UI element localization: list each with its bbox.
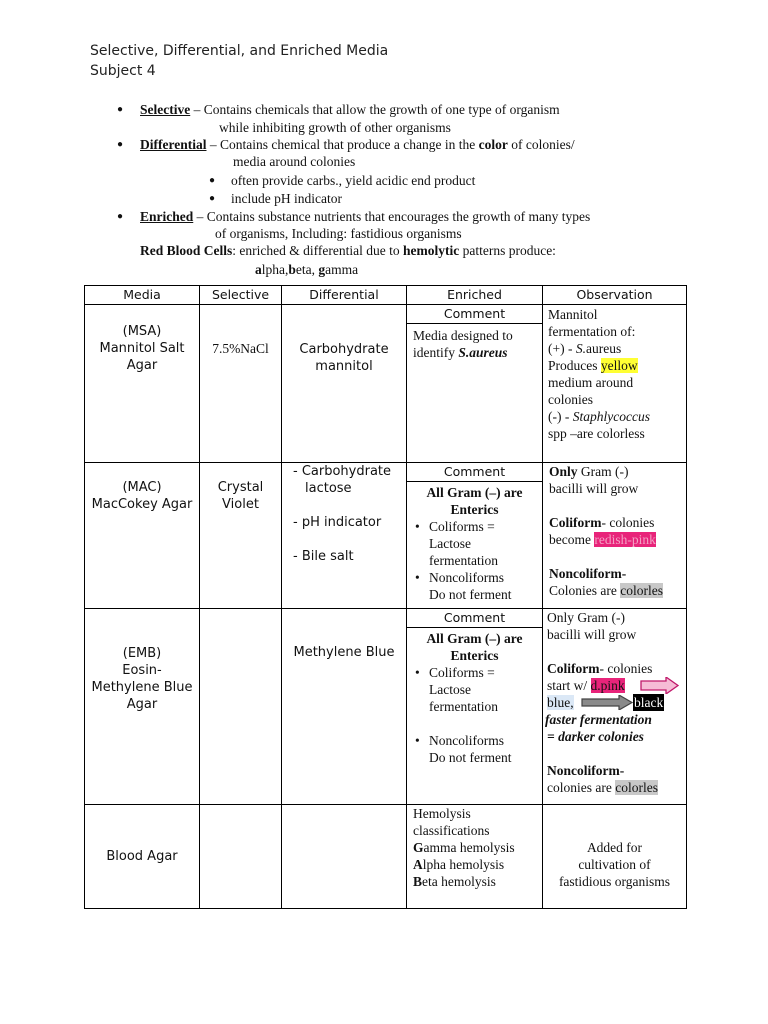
hemolysis-types-line: [255, 261, 358, 278]
mac-media-cell: [85, 463, 200, 609]
gamma-rest: amma: [325, 262, 359, 277]
mac-obs-3b: - colonies: [601, 515, 655, 530]
msa-comment-label: Comment: [407, 305, 542, 324]
selective-line-2: while inhibiting growth of other organisms: [219, 120, 451, 135]
selective-text: – Contains chemicals that allow the growth of one type of organism: [190, 102, 560, 117]
blood-gamma-rest: amma hemolysis: [423, 840, 515, 855]
emb-gray-highlight: colorles: [615, 780, 658, 795]
msa-obs-7: [548, 408, 686, 425]
emb-blue-highlight: blue,: [547, 695, 574, 710]
emb-name-3: Agar: [126, 697, 158, 712]
mac-selective-2: Violet: [222, 497, 259, 512]
rbc-hemolytic: hemolytic: [402, 243, 460, 258]
alpha-initial: a: [255, 262, 262, 277]
selective-line-1: [140, 101, 560, 118]
bullet-icon: ●: [117, 104, 124, 115]
emb-obs-9a: colonies are: [547, 780, 616, 795]
header-observation: Observation: [543, 286, 687, 305]
mac-abbr: (MAC): [122, 480, 162, 495]
emb-enriched-bullet-1: [429, 664, 542, 715]
mac-obs-3: [549, 514, 686, 531]
blood-alpha-initial: A: [413, 857, 423, 872]
differential-line-2: media around colonies: [233, 154, 356, 169]
differential-text-end: of colonies/: [507, 137, 575, 152]
mac-obs-5: Noncoliform-: [549, 566, 627, 581]
mac-enriched-b1-1: • Coliforms =: [429, 519, 495, 534]
mac-diff-3: - pH indicator: [293, 515, 382, 530]
emb-name-2: Methylene Blue: [91, 680, 193, 695]
msa-obs-5: medium around: [548, 375, 634, 390]
msa-obs-2: fermentation of:: [548, 324, 636, 339]
alpha-rest: lpha,: [261, 262, 289, 277]
emb-obs-2: bacilli will grow: [547, 627, 637, 642]
msa-diff-2: mannitol: [315, 359, 373, 374]
emb-obs-7: = darker colonies: [547, 729, 644, 744]
msa-obs-3: [548, 340, 686, 357]
differential-sub-2: include pH indicator: [231, 191, 342, 206]
msa-enriched-2: [413, 344, 542, 361]
emb-comment-label: Comment: [407, 609, 542, 628]
mac-enriched-b1-2: Lactose: [429, 536, 471, 551]
msa-observation-cell: [543, 305, 687, 463]
blood-selective-cell: [200, 805, 282, 909]
mac-enriched-b2-1: • Noncoliforms: [429, 570, 504, 585]
blood-gamma: [413, 839, 542, 856]
emb-enriched-b1-2: Lactose: [429, 682, 471, 697]
emb-diff: Methylene Blue: [293, 645, 395, 660]
msa-obs-8: spp –are colorless: [548, 426, 645, 441]
msa-obs-4: [548, 357, 686, 374]
emb-enriched-bullet-2: [429, 732, 542, 766]
msa-obs-7a: (-) -: [548, 409, 573, 424]
emb-name-1: Eosin-: [122, 663, 162, 678]
beta-initial: b: [288, 262, 296, 277]
emb-abbr: (EMB): [122, 646, 162, 661]
emb-enriched-head-2: Enterics: [450, 648, 499, 663]
table-row-emb: [85, 609, 687, 805]
header-selective: Selective: [200, 286, 282, 305]
enriched-term: Enriched: [140, 209, 194, 224]
emb-enriched-cell: [407, 609, 543, 805]
emb-observation-cell: [543, 609, 687, 805]
msa-selective: 7.5%NaCl: [212, 341, 269, 356]
bullet-icon: ●: [209, 175, 216, 186]
msa-name-2: Agar: [126, 358, 158, 373]
bullet-icon: ●: [117, 211, 124, 222]
blood-beta-initial: B: [413, 874, 423, 889]
mac-obs-1a: Only: [549, 464, 578, 479]
mac-diff-2: lactose: [305, 481, 352, 496]
selective-term: Selective: [140, 102, 191, 117]
msa-obs-4a: Produces: [548, 358, 601, 373]
rbc-text: : enriched & differential due to: [232, 243, 403, 258]
emb-pink-highlight: d.pink: [590, 678, 625, 693]
mac-selective-cell: [200, 463, 282, 609]
msa-enriched-1: Media designed to: [413, 328, 513, 343]
msa-abbr: (MSA): [122, 324, 162, 339]
gray-arrow-icon: [581, 695, 633, 710]
mac-obs-4: [549, 531, 686, 548]
rbc-text-end: patterns produce:: [459, 243, 556, 258]
blood-observation-cell: [543, 805, 687, 909]
blood-differential-cell: [282, 805, 407, 909]
blood-enriched-1: Hemolysis: [413, 806, 471, 821]
mac-observation-cell: [543, 463, 687, 609]
header-differential: Differential: [282, 286, 407, 305]
bullet-icon: ●: [209, 193, 216, 204]
enriched-line-1: [140, 208, 590, 225]
msa-differential-cell: [282, 305, 407, 463]
blood-alpha: [413, 856, 542, 873]
table-header-row: [85, 286, 687, 305]
emb-selective-cell: [200, 609, 282, 805]
header-media: Media: [85, 286, 200, 305]
mac-obs-6a: Colonies are: [549, 583, 621, 598]
mac-enriched-cell: [407, 463, 543, 609]
blood-media-cell: [85, 805, 200, 909]
document-title: Selective, Differential, and Enriched Media: [90, 43, 389, 59]
blood-obs-1: Added for: [586, 840, 643, 855]
emb-enriched-b2-2: Do not ferment: [429, 750, 512, 765]
blood-obs-2: cultivation of: [578, 857, 651, 872]
blood-alpha-rest: lpha hemolysis: [422, 857, 505, 872]
rbc-term: Red Blood Cells: [140, 243, 233, 258]
mac-comment-label: Comment: [407, 463, 542, 482]
blood-beta: [413, 873, 542, 890]
enriched-text: – Contains substance nutrients that encourages the growth of many types: [193, 209, 591, 224]
mac-enriched-bullet-2: [429, 569, 542, 603]
enriched-line-2: of organisms, Including: fastidious organisms: [215, 226, 462, 241]
msa-obs-1: Mannitol: [548, 307, 598, 322]
emb-enriched-b2-1: • Noncoliforms: [429, 733, 504, 748]
table-row-blood-agar: [85, 805, 687, 909]
msa-enriched-cell: [407, 305, 543, 463]
mac-obs-1b: Gram (-): [577, 464, 629, 479]
emb-enriched-b1-1: • Coliforms =: [429, 665, 495, 680]
blood-beta-rest: eta hemolysis: [422, 874, 496, 889]
msa-organism: S.aureus: [458, 345, 508, 360]
msa-selective-cell: [200, 305, 282, 463]
msa-media-cell: [85, 305, 200, 463]
mac-enriched-b1-3: fermentation: [429, 553, 498, 568]
mac-obs-1: [549, 463, 686, 480]
msa-obs-3c: aureus: [585, 341, 622, 356]
differential-term: Differential: [140, 137, 207, 152]
emb-media-cell: [85, 609, 200, 805]
mac-name: MacCokey Agar: [91, 497, 193, 512]
differential-color-word: color: [478, 137, 508, 152]
rbc-line: [140, 242, 556, 259]
emb-obs-8: Noncoliform-: [547, 763, 625, 778]
emb-obs-9: [547, 779, 686, 796]
bullet-icon: ●: [117, 139, 124, 150]
emb-obs-5: [547, 694, 686, 711]
mac-obs-3a: Coliform: [549, 515, 602, 530]
emb-obs-6: faster fermentation: [545, 712, 652, 727]
emb-obs-3b: - colonies: [599, 661, 653, 676]
mac-pink-highlight: redish-pink: [594, 532, 656, 547]
msa-obs-3a: (+) -: [548, 341, 576, 356]
mac-enriched-b2-2: Do not ferment: [429, 587, 512, 602]
mac-selective-1: Crystal: [217, 480, 264, 495]
msa-name-1: Mannitol Salt: [99, 341, 185, 356]
emb-obs-4: [547, 677, 686, 694]
mac-diff-1: - Carbohydrate: [293, 464, 392, 479]
mac-enriched-bullet-1: [429, 518, 542, 569]
msa-obs-3b: S.: [575, 341, 586, 356]
table-row-msa: [85, 305, 687, 463]
msa-enriched-2a: identify: [413, 345, 459, 360]
blood-enriched-2: classifications: [413, 823, 490, 838]
emb-enriched-head-1: All Gram (–) are: [426, 631, 523, 646]
gamma-initial: g: [318, 262, 326, 277]
mac-diff-4: - Bile salt: [293, 549, 354, 564]
media-table: [84, 285, 687, 909]
emb-obs-1: Only Gram (-): [547, 610, 625, 625]
blood-media: Blood Agar: [106, 849, 178, 864]
differential-sub-1: often provide carbs., yield acidic end product: [231, 173, 476, 188]
mac-obs-2: bacilli will grow: [549, 481, 639, 496]
emb-differential-cell: [282, 609, 407, 805]
mac-gray-highlight: colorles: [620, 583, 663, 598]
msa-yellow-highlight: yellow: [600, 358, 638, 373]
mac-obs-6: [549, 582, 686, 599]
blood-gamma-initial: G: [413, 840, 424, 855]
mac-differential-cell: [282, 463, 407, 609]
blood-enriched-cell: [407, 805, 543, 909]
beta-rest: eta,: [295, 262, 319, 277]
emb-obs-3a: Coliform: [547, 661, 600, 676]
differential-text: – Contains chemical that produce a change in the: [206, 137, 479, 152]
differential-line-1: [140, 136, 575, 153]
emb-black-highlight: black: [634, 695, 664, 710]
mac-obs-4a: become: [549, 532, 595, 547]
header-enriched: Enriched: [407, 286, 543, 305]
emb-obs-4a: start w/: [547, 678, 591, 693]
msa-obs-7b: Staphlycoccus: [572, 409, 650, 424]
document-subtitle: Subject 4: [90, 63, 156, 79]
blood-obs-3: fastidious organisms: [558, 874, 671, 889]
emb-obs-3: [547, 660, 686, 677]
pink-arrow-icon: [640, 677, 680, 694]
emb-enriched-b1-3: fermentation: [429, 699, 498, 714]
msa-diff-1: Carbohydrate: [299, 342, 389, 357]
msa-obs-6: colonies: [548, 392, 593, 407]
mac-enriched-head-2: Enterics: [450, 502, 499, 517]
mac-enriched-head-1: All Gram (–) are: [426, 485, 523, 500]
table-row-mac: [85, 463, 687, 609]
